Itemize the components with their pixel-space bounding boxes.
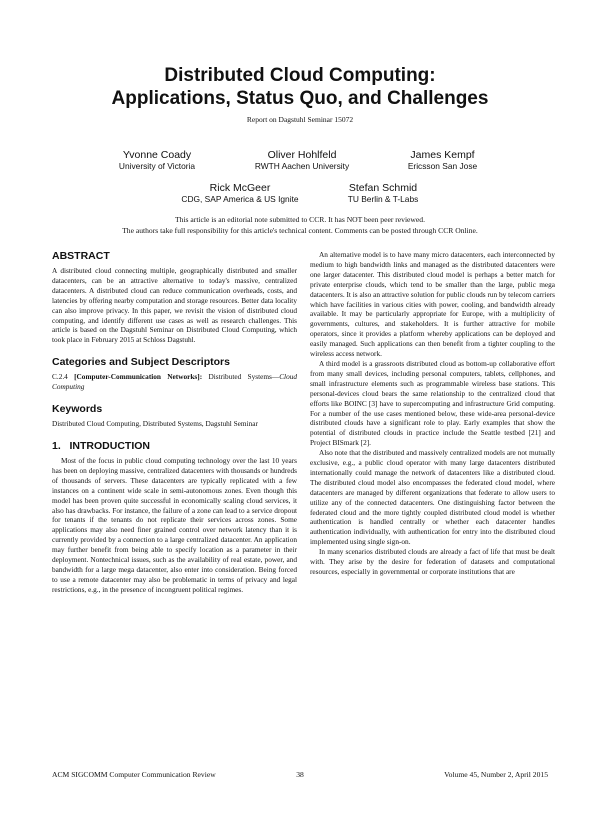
categories-heading: Categories and Subject Descriptors: [52, 356, 230, 369]
author-4: [165, 182, 315, 204]
right-column: [310, 250, 555, 577]
paragraph: Also note that the distributed and massively centralized models are not mutually exclusive, e.g., a public cloud operator with many large datacenters distributed internationally could manage the network of datacenters like a distributed cloud. The distributed cloud model also encompasses the federated cloud model, where datacenters are managed by different organizations that federate to allow users to utilize any of the connected datacenters. One distinguishing factor between the federated cloud and the more tightly coupled distributed cloud model is whether authentication is handled centrally or whether each datacenter handles authentication individually, with authentication for entry into the distributed cloud implemented using single sign-on.: [310, 448, 555, 547]
introduction-text: Most of the focus in public cloud computing technology over the last 10 years has been on deploying massive, centralized datacenters with thousands or hundreds of thousands of servers. These datacenters are typically replicated with a few instances on a continent wide scale in semi-autonomous zones. Even though this model has been proven quite successful in economically scaling cloud services, it also has drawbacks. For instance, the failure of a zone can lead to a service dropout for tenants if the tenants do not replicate their services across zones. Some applications may also need finer grained control over network latency than it is currently provided by a connection to a large centralized datacenter. An application may further benefit from being able to specify location as a parameter in their deployment. Nontechnical issues, such as the availability of real estate, power, and bandwidth for a large mega datacenter, also enter into consideration. Being forced to use a remote datacenter may also be problematic in terms of privacy and legal restrictions, e.g., in the presence of incongruent political regimes.: [52, 455, 297, 594]
author-5: [318, 182, 448, 204]
abstract-text: A distributed cloud connecting multiple, geographically distributed and smaller datacenters, can be an attractive alternative to today's massive, centralized datacenters. A distributed cloud can reduce communication overheads, costs, and latencies by offering nearby computation and storage resources. Better data locality can also improve privacy. In this paper, we revisit the vision of distributed cloud computing, and identify different use cases as well as research challenges. This article is based on the Dagstuhl Seminar on Distributed Cloud Computing, which took place in February 2015 at Schloss Dagstuhl.: [52, 266, 297, 345]
notice-line-2: The authors take full responsibility for this article's technical content. Comments can be posted through CCR Online.: [122, 226, 478, 235]
introduction-heading: 1. INTRODUCTION: [52, 439, 151, 452]
paragraph: In many scenarios distributed clouds are already a fact of life that must be dealt with. They arise by the desire for federation of datasets and computational resources, especially in governmental or corporate institutions that are: [310, 547, 555, 576]
author-name: Rick McGeer: [209, 182, 271, 194]
categories-text: [52, 372, 297, 392]
author-2: [232, 149, 372, 171]
author-name: James Kempf: [410, 149, 475, 161]
paper-title: [0, 64, 600, 110]
author-affiliation: TU Berlin & T-Labs: [347, 194, 419, 204]
footer-page-number: 38: [296, 770, 304, 779]
author-name: Stefan Schmid: [348, 182, 418, 194]
category-italic: Cloud Computing: [52, 372, 298, 392]
author-affiliation: University of Victoria: [118, 161, 196, 171]
footer-journal: ACM SIGCOMM Computer Communication Review: [52, 770, 216, 779]
editorial-notice: [20, 214, 580, 236]
paragraph: A third model is a grassroots distributed cloud as bottom-up collaborative effort from many small devices, including personal computers, tablets, cellphones, and small infrastructure elements such as programmable wireless base stations. This personal-devices cloud bears the same relationship to the centralized cloud that efforts like BOINC [3] have to supercomputing and infrastructure Grid computing. For a number of the use cases mentioned below, these wide-area personal-device distributed clouds have a significant role to play. Early examples that show the potential of distributed clouds in practice include the Seattle testbed [21] and Project BISmark [2].: [310, 358, 555, 448]
left-column: [52, 250, 297, 595]
category-bold: [Computer-Communication Networks]:: [74, 372, 203, 382]
notice-line-1: This article is an editorial note submitted to CCR. It has NOT been peer reviewed.: [175, 215, 425, 224]
author-name: Oliver Hohlfeld: [267, 149, 337, 161]
author-affiliation: Ericsson San Jose: [407, 161, 478, 171]
keywords-heading: Keywords: [52, 403, 103, 416]
author-affiliation: CDG, SAP America & US Ignite: [181, 194, 299, 204]
footer-volume: Volume 45, Number 2, April 2015: [444, 770, 548, 779]
author-1: [92, 149, 222, 171]
category-rest: Distributed Systems—: [208, 372, 280, 382]
title-line-1: Distributed Cloud Computing:: [164, 65, 436, 86]
category-code: C.2.4: [52, 372, 68, 382]
keywords-text: Distributed Cloud Computing, Distributed Systems, Dagstuhl Seminar: [52, 419, 258, 429]
title-line-2: Applications, Status Quo, and Challenges: [111, 88, 489, 109]
abstract-heading: ABSTRACT: [52, 250, 110, 262]
author-3: [375, 149, 510, 171]
paragraph: An alternative model is to have many micro datacenters, each interconnected by medium to high bandwidth links and managed as the distributed datacenters were one larger datacenter. This distributed cloud model is perhaps a better match for private enterprise clouds, which tend to be smaller than the large, public mega datacenters. It is also an attractive solution for public clouds run by telecom carriers which have facilities in various cities with power, cooling, and bandwidth already available. It may be particularly appropriate for Europe, with a multiplicity of governments, cultures, and stakeholders. It is further attractive for mobile operators, since it provides a platform whereby applications can be deployed and easily managed. Such applications can then benefit from a tighter coupling to the wireless access network.: [310, 250, 555, 359]
author-affiliation: RWTH Aachen University: [254, 161, 350, 171]
subtitle: Report on Dagstuhl Seminar 15072: [246, 115, 354, 124]
author-name: Yvonne Coady: [122, 149, 192, 161]
